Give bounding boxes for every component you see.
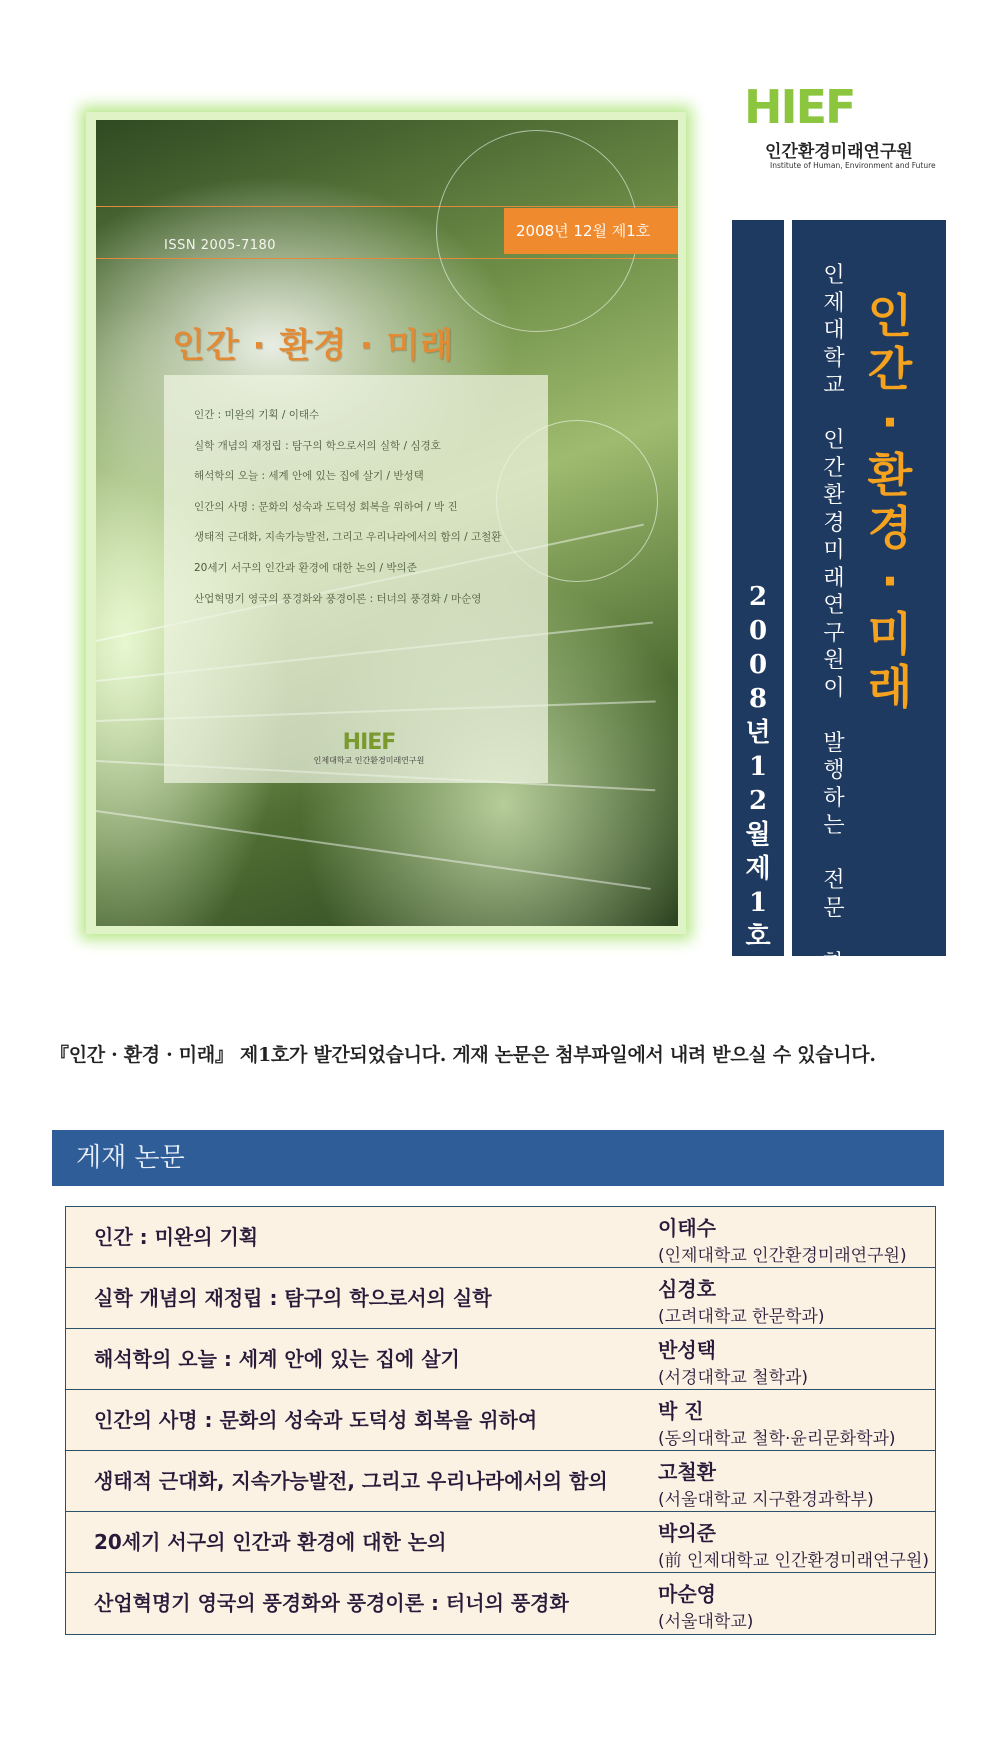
vertical-char	[817, 922, 851, 950]
vertical-char: 제	[823, 290, 845, 316]
vertical-char: 는	[823, 813, 845, 838]
cover-toc-item: 20세기 서구의 인간과 환경에 대한 논의 / 박의준	[194, 561, 417, 574]
vertical-char: 문	[823, 895, 845, 921]
paper-author: 박의준	[658, 1521, 716, 1545]
vertical-char: 발	[823, 730, 845, 756]
vertical-char: 0	[748, 616, 768, 646]
vertical-char: 래	[823, 565, 845, 591]
cover-light-ray	[96, 810, 651, 890]
vertical-char: 1	[748, 752, 768, 782]
vertical-char: ·	[881, 395, 899, 449]
vertical-char: 제	[745, 854, 771, 884]
table-row	[66, 1512, 935, 1573]
vertical-char: 원	[823, 648, 845, 673]
paper-title: 20세기 서구의 인간과 환경에 대한 논의	[94, 1530, 447, 1554]
paper-author: 박 진	[658, 1399, 704, 1423]
institute-name: 인간환경미래연구원	[765, 142, 913, 162]
paper-affiliation: (동의대학교 철학·윤리문화학과)	[658, 1429, 896, 1449]
cover-title: 인간 · 환경 · 미래	[172, 326, 455, 366]
vertical-char: 인	[823, 263, 845, 288]
vertical-char: 2	[748, 582, 768, 612]
vertical-char: 구	[823, 620, 845, 646]
vertical-char: 인	[867, 289, 913, 343]
vertical-char: 년	[745, 718, 771, 748]
paper-affiliation: (서경대학교 철학과)	[658, 1368, 809, 1388]
cover-toc-item: 해석학의 오늘 : 세계 안에 있는 집에 살기 / 반성택	[194, 470, 424, 483]
cover-logo	[299, 730, 439, 766]
vertical-char: 술	[823, 978, 845, 1003]
cover-toc-item: 인간 : 미완의 기획 / 이태수	[194, 409, 320, 421]
paper-affiliation: (고려대학교 한문학과)	[658, 1307, 825, 1327]
paper-affiliation: (서울대학교 지구환경과학부)	[658, 1490, 874, 1510]
table-row	[66, 1573, 935, 1634]
cover-logo-mark: HIEF	[342, 730, 396, 755]
vertical-char: 월	[745, 820, 771, 850]
vertical-char: 연	[823, 593, 845, 618]
vertical-subtitle	[817, 262, 851, 1032]
vertical-char: 2	[748, 786, 768, 816]
vertical-char: 경	[823, 510, 845, 536]
paper-affiliation: (인제대학교 인간환경미래연구원)	[658, 1246, 907, 1266]
vertical-char: 호	[745, 922, 771, 952]
paper-title: 생태적 근대화, 지속가능발전, 그리고 우리나라에서의 함의	[94, 1469, 608, 1493]
vertical-char: 환	[867, 448, 913, 502]
vertical-char: 대	[823, 318, 845, 343]
vertical-char	[817, 840, 851, 868]
paper-title: 해석학의 오늘 : 세계 안에 있는 집에 살기	[94, 1347, 460, 1371]
vertical-char: 학	[823, 345, 845, 371]
cover-toc-item: 생태적 근대화, 지속가능발전, 그리고 우리나라에서의 함의 / 고철환	[194, 531, 502, 544]
vertical-char: 환	[823, 483, 845, 508]
cover-toc-box	[164, 375, 548, 783]
paper-author: 심경호	[658, 1277, 716, 1301]
paper-title: 산업혁명기 영국의 풍경화와 풍경이론 : 터너의 풍경화	[94, 1591, 569, 1615]
cover-toc	[194, 407, 501, 621]
section-title: 게재 논문	[76, 1143, 185, 1173]
paper-author: 고철환	[658, 1460, 716, 1484]
vertical-char: 행	[823, 758, 845, 783]
cover-date: 2008년 12월 제1호	[504, 208, 678, 254]
vertical-journal-title	[860, 290, 920, 714]
vertical-char: 0	[748, 650, 768, 680]
papers-table	[65, 1206, 936, 1635]
vertical-char	[817, 400, 851, 428]
paper-affiliation: (서울대학교)	[658, 1612, 754, 1632]
paper-author: 마순영	[658, 1582, 716, 1606]
vertical-char: 경	[867, 501, 913, 555]
vertical-char: 1	[748, 888, 768, 918]
vertical-char: 하	[823, 785, 845, 811]
vertical-char: 지	[823, 1005, 845, 1031]
vertical-char: 인	[823, 428, 845, 453]
paper-author: 이태수	[658, 1216, 716, 1240]
vertical-char: 이	[823, 675, 845, 701]
vertical-char: 래	[867, 660, 913, 714]
table-row	[66, 1268, 935, 1329]
paper-title: 인간 : 미완의 기획	[94, 1225, 259, 1249]
vertical-issue-date	[742, 580, 774, 954]
journal-cover-frame	[86, 112, 686, 934]
vertical-char	[817, 702, 851, 730]
hief-logo-mark: HIEF	[744, 80, 855, 134]
vertical-char: 간	[823, 455, 845, 481]
institute-english-name: Institute of Human, Environment and Future	[770, 161, 936, 170]
cover-toc-item: 산업혁명기 영국의 풍경화와 풍경이론 : 터너의 풍경화 / 마순영	[194, 592, 482, 605]
table-row	[66, 1207, 935, 1268]
paper-affiliation: (前 인제대학교 인간환경미래연구원)	[658, 1551, 929, 1571]
cover-toc-item: 실학 개념의 재정립 : 탐구의 학으로서의 실학 / 심경호	[194, 439, 441, 452]
cover-issn: ISSN 2005-7180	[164, 238, 277, 253]
journal-cover	[96, 120, 678, 926]
vertical-char: 전	[823, 868, 845, 893]
table-row	[66, 1451, 935, 1512]
vertical-char: 교	[823, 373, 845, 398]
vertical-char: 8	[748, 684, 768, 714]
cover-toc-item: 인간의 사명 : 문화의 성숙과 도덕성 회복을 위하여 / 박 진	[194, 500, 458, 513]
paper-author: 반성택	[658, 1338, 716, 1362]
table-row	[66, 1390, 935, 1451]
cover-logo-subtitle: 인제대학교 인간환경미래연구원	[313, 756, 425, 765]
paper-title: 실학 개념의 재정립 : 탐구의 학으로서의 실학	[94, 1286, 492, 1310]
vertical-char: 학	[823, 950, 845, 976]
vertical-char: 미	[867, 607, 913, 661]
table-row	[66, 1329, 935, 1390]
paper-title: 인간의 사명 : 문화의 성숙과 도덕성 회복을 위하여	[94, 1408, 538, 1432]
section-header	[52, 1130, 944, 1186]
vertical-char: 간	[867, 342, 913, 396]
announcement-text: 『인간 · 환경 · 미래』 제1호가 발간되었습니다. 게재 논문은 첨부파일에서 내려 받으실 수 있습니다.	[50, 1044, 876, 1066]
vertical-char: 미	[823, 538, 845, 563]
vertical-char: ·	[881, 554, 899, 608]
